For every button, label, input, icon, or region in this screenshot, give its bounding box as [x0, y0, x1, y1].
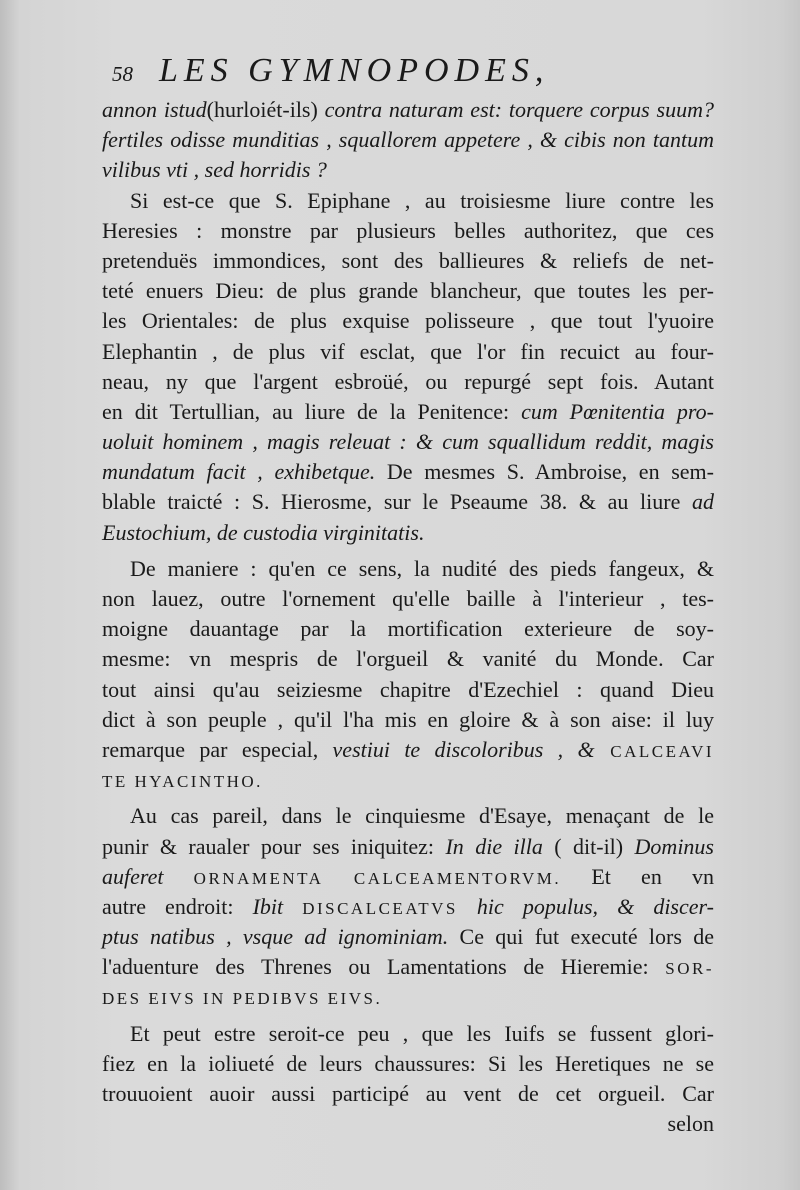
- text-line: [102, 922, 714, 952]
- text-segment: DISCALCEATVS: [302, 898, 458, 918]
- text-line: [102, 186, 714, 216]
- text-line: [102, 337, 714, 367]
- text-segment: annon: [102, 97, 164, 122]
- text-segment: Elephantin , de plus vif esclat, que l'or fin recuict au four-: [102, 338, 714, 364]
- text-segment: Si est-ce que S. Epiphane , au troisiesme liure contre les: [130, 187, 714, 213]
- text-segment: istud: [163, 97, 207, 122]
- text-segment: tout ainsi qu'au seiziesme chapitre d'Ezechiel : quand Dieu: [102, 676, 714, 702]
- text-line: [102, 306, 714, 336]
- text-segment: De mesmes S. Ambroise, en sem-: [375, 459, 714, 485]
- text-line: [102, 892, 714, 922]
- text-line: [102, 832, 714, 862]
- text-segment: dict à son peuple , qu'il l'ha mis en gloire & à son aise: il luy: [102, 706, 714, 732]
- text-segment: pretenduës immondices, sont des ballieures & reliefs de net-: [102, 247, 714, 273]
- text-segment: Dominus: [634, 833, 714, 859]
- text-segment: l'aduenture des Threnes ou Lamentations de Hieremie:: [102, 954, 666, 980]
- text-segment: Eustochium, de custodia virginitatis.: [102, 519, 425, 545]
- text-line: [102, 155, 714, 185]
- text-segment: selon: [667, 1111, 714, 1137]
- text-line: [102, 1079, 714, 1109]
- text-line: [102, 554, 714, 584]
- page-header: [112, 52, 672, 92]
- text-segment: uoluit hominem , magis releuat : & cum squallidum reddit, magis: [102, 429, 714, 455]
- text-segment: ORNAMENTA CALCEAMENTORVM.: [193, 868, 562, 888]
- text-line: [102, 125, 714, 155]
- text-segment: DES EIVS IN PEDIBVS EIVS.: [102, 989, 383, 1009]
- text-segment: CALCEAVI: [594, 741, 715, 761]
- text-segment: cum Pœnitentia pro-: [521, 398, 714, 424]
- text-segment: neau, ny que l'argent esbroüé, ou repurgé sept fois. Autant: [102, 368, 714, 394]
- text-segment: en dit Tertullian, au liure de la Penitence:: [102, 398, 522, 424]
- text-segment: mundatum facit , exhibetque.: [102, 459, 376, 485]
- page-number: 58: [112, 62, 133, 86]
- text-line: [102, 982, 714, 1012]
- text-segment: ad: [692, 489, 714, 515]
- text-segment: Heresies : monstre par plusieurs belles authoritez, que ces: [102, 217, 714, 243]
- text-segment: contra naturam est: torquere corpus suum?: [317, 97, 715, 122]
- text-segment: punir & raualer pour ses iniquitez:: [102, 833, 446, 859]
- text-segment: ( dit-il): [542, 833, 635, 859]
- text-line: [102, 95, 714, 125]
- text-segment: hic populus, & discer-: [457, 893, 714, 919]
- text-segment: mesme: vn mespris de l'orgueil & vanité du Monde. Car: [102, 646, 714, 672]
- text-segment: Et en vn: [561, 863, 714, 889]
- text-segment: Et peut estre seroit-ce peu , que les Iuifs se fussent glori-: [130, 1020, 714, 1046]
- text-line: [102, 675, 714, 705]
- text-line: [102, 1019, 714, 1049]
- text-segment: ptus natibus , vsque ad ignominiam.: [102, 924, 449, 950]
- text-segment: remarque par especial,: [102, 736, 333, 762]
- text-line: [102, 276, 714, 306]
- text-line: [102, 614, 714, 644]
- text-line: [102, 216, 714, 246]
- text-line: [102, 584, 714, 614]
- text-segment: vestiui te discoloribus , &: [332, 736, 595, 762]
- text-segment: teté enuers Dieu: de plus grande blancheur, que toutes les per-: [102, 278, 714, 304]
- text-line: [102, 246, 714, 276]
- text-line: [102, 952, 714, 982]
- text-line: [102, 735, 714, 765]
- running-title: LES GYMNOPODES,: [159, 52, 550, 89]
- text-segment: non lauez, outre l'ornement qu'elle baille à l'interieur , tes-: [102, 586, 714, 611]
- text-segment: moigne dauantage par la mortification exterieure de soy-: [102, 616, 714, 642]
- text-segment: De maniere : qu'en ce sens, la nudité des pieds fangeux, &: [130, 555, 714, 581]
- text-line: [102, 367, 714, 397]
- text-segment: Ce qui fut executé lors de: [448, 924, 714, 950]
- text-line: [102, 518, 714, 548]
- text-segment: fiez en la ioliueté de leurs chaussures: Si les Heretiques ne se: [102, 1050, 714, 1076]
- text-segment: fertiles odisse munditias , squallorem appetere , & cibis non tantum: [102, 127, 714, 153]
- text-segment: TE HYACINTHO.: [102, 772, 263, 792]
- text-segment: In die illa: [445, 833, 543, 859]
- text-segment: auferet: [102, 863, 194, 889]
- text-line: [102, 1109, 714, 1139]
- text-segment: vilibus vti , sed horridis ?: [102, 157, 327, 183]
- text-segment: blable traicté : S. Hierosme, sur le Pseaume 38. & au liure: [102, 489, 692, 515]
- text-line: [102, 644, 714, 674]
- body-text: [102, 95, 714, 1139]
- text-segment: Au cas pareil, dans le cinquiesme d'Esaye, menaçant de le: [130, 803, 714, 829]
- text-line: [102, 765, 714, 795]
- text-segment: SOR-: [665, 959, 714, 979]
- text-line: [102, 705, 714, 735]
- text-line: [102, 862, 714, 892]
- text-segment: autre endroit:: [102, 893, 253, 919]
- text-segment: Ibit: [252, 893, 303, 919]
- text-segment: les Orientales: de plus exquise polisseure , que tout l'yuoire: [102, 308, 714, 334]
- text-line: [102, 1049, 714, 1079]
- text-line: [102, 457, 714, 487]
- text-line: [102, 487, 714, 517]
- text-line: [102, 397, 714, 427]
- text-line: [102, 427, 714, 457]
- text-segment: (hurloiét-ils): [206, 97, 318, 122]
- text-segment: trouuoient auoir aussi participé au vent de cet orgueil. Car: [102, 1081, 714, 1106]
- text-line: [102, 801, 714, 831]
